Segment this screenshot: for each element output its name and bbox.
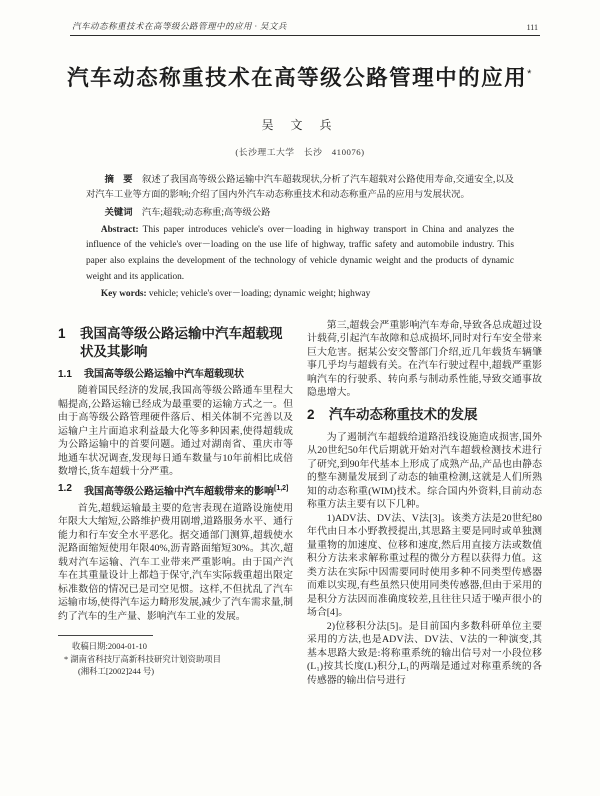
keywords-en-line (86, 287, 514, 303)
abstract-en (86, 223, 514, 285)
author-name: 吴 文 兵 (261, 117, 339, 132)
subsection-1-1-number: 1.1 (58, 368, 72, 380)
footnote-funding: * 湖南省科技厅高新科技研究计划资助项目 (64, 654, 222, 664)
paragraph-1-2: 首先,超载运输最主要的危害表现在道路设施使用年限大大缩短,公路维护费用剧增,道路服务水平、通行能力和行车安全水平恶化。据交通部门测算,超载使水泥路面缩短使用年限40%,沥青路面缩短30%。其次,超载对汽车运输、汽车工业带来严重影响。由于国产汽车在其重量设计上都趋于保守,汽车实际载重超出限定标准数倍的情况已是司空见惯。这样,不但扰乱了汽车运输市场,使得汽车运力畸形发展,减少了汽车需求量,制约了汽车的生产量、影响汽车工业的发展。 (58, 502, 293, 622)
header-rule (70, 35, 540, 36)
paragraph-2-method-1: 1)ADV法、DV法、V法[3]。该类方法是20世纪80年代由日本小野教授提出,其思路主要是同时或单独测量重物的加速度、位移和速度,然后用直接方法或数值积分方法来求解称重过程的微分方程以获得力值。这类方法在实际中因需要同时使用多种不同类型传感器而难以实现,有些虽然只使用同类传感器,但由于采用的是积分方法因而准确度较差,且往往只适于噪声很小的场合[4]。 (307, 512, 542, 619)
left-column (58, 319, 293, 688)
footnote-funding-number: (湘科工[2002]244 号) (78, 667, 155, 677)
running-head-text: 汽车动态称重技术在高等级公路管理中的应用 · 吴文兵 (72, 21, 287, 31)
section-2-title: 汽车动态称重技术的发展 (329, 406, 478, 422)
keywords-line (86, 205, 514, 221)
abstract-block (86, 172, 514, 303)
keywords-text: 汽车;超载;动态称重;高等级公路 (141, 207, 271, 218)
subsection-1-2-title (84, 482, 293, 500)
two-column-body (58, 319, 542, 688)
paragraph-1-1: 随着国民经济的发展,我国高等级公路通车里程大幅提高,公路运输已经成为最重要的运输方式之一。但由于高等级公路管理硬件落后、相关体制不完善以及运输户主片面追求利益最大化等多种因素,使得超载成为公路运输中的首要问题。通过对湖南省、重庆市等地通车状况调查,发现每日通车数量与10年前相比成倍数增长,货车超载十分严重。 (58, 385, 293, 478)
paper-title-text: 汽车动态称重技术在高等级公路管理中的应用 (67, 66, 528, 90)
subsection-1-2-citation: [1,2] (274, 484, 289, 492)
abstract-zh (86, 172, 514, 203)
section-2-heading (307, 406, 542, 424)
subsection-1-1-heading (58, 368, 293, 383)
subsection-1-2-number: 1.2 (58, 482, 72, 494)
right-column (307, 319, 542, 688)
keywords-label: 关键词 (104, 206, 133, 217)
page-number: 111 (526, 23, 538, 32)
subsection-1-2-title-text: 我国高等级公路运输中汽车超载带来的影响 (84, 486, 274, 498)
abstract-en-text: This paper introduces vehicle's over－loading in highway transport in China and analyzes the influence of the vehicle's over－loading on the use life of highway, traffic safety and automobile industry. This paper also explains the development of the technology of vehicle dynamic weight and the products of dynamic weight and its application. (86, 224, 514, 282)
subsection-1-1-title: 我国高等级公路运输中汽车超载现状 (84, 368, 244, 380)
footnote-received-date: 收稿日期:2004-01-10 (72, 642, 147, 652)
footnote-rule (58, 635, 153, 636)
abstract-en-label: Abstract: (100, 224, 139, 235)
paper-title (40, 66, 560, 92)
running-header (72, 20, 538, 32)
abstract-label: 摘 要 (104, 173, 133, 184)
footnote-block (58, 635, 293, 679)
section-1-title: 我国高等级公路运输中汽车超载现状及其影响 (80, 325, 283, 359)
author-affiliation: (长沙理工大学 长沙 410076) (235, 146, 365, 157)
subsection-1-2-heading (58, 482, 293, 500)
title-footnote-mark: * (527, 67, 533, 80)
paragraph-third: 第三,超载会严重影响汽车寿命,导致各总成超过设计载荷,引起汽车故障和总成损坏,同时对行车安全带来巨大危害。据某公安交警部门介绍,近几年载货车辆肇事几乎均与超载有关。在汽车行驶过程中,超载严重影响汽车的行驶系、转向系与制动系性能,导致交通事故隐患增大。 (307, 319, 542, 399)
abstract-zh-text: 叙述了我国高等级公路运输中汽车超载现状,分析了汽车超载对公路使用寿命,交通安全,以及对汽车工业等方面的影响;介绍了国内外汽车动态称重技术和动态称重产品的应用与发展状况。 (86, 174, 514, 200)
paragraph-2-method-2: 2)位移积分法[5]。是目前国内多数科研单位主要采用的方法,也是ADV法、DV法、V法的一种演变,其基本思路大致是:将称重系统的输出信号对一小段位移(L₁)按其长度(L)积分,L₁的两端是通过对称重系统的各传感器的输出信号进行 (307, 620, 542, 686)
section-1-number: 1 (58, 325, 66, 341)
keywords-en-text: vehicle; vehicle's over－loading; dynamic weight; highway (148, 289, 371, 300)
section-2-number: 2 (307, 406, 315, 422)
section-1-heading (58, 325, 293, 361)
keywords-en-label: Key words: (100, 289, 147, 300)
paragraph-2-intro: 为了遏制汽车超载给道路沿线设施造成损害,国外从20世纪50年代后期就开始对汽车超载检测技术进行了研究,到90年代基本上形成了成熟产品,产品也由静态的整车测量发展到了动态的轴重检测,这就是人们所熟知的动态称重(WIM)技术。综合国内外资料,目前动态称重方法主要有以下几种。 (307, 431, 542, 511)
